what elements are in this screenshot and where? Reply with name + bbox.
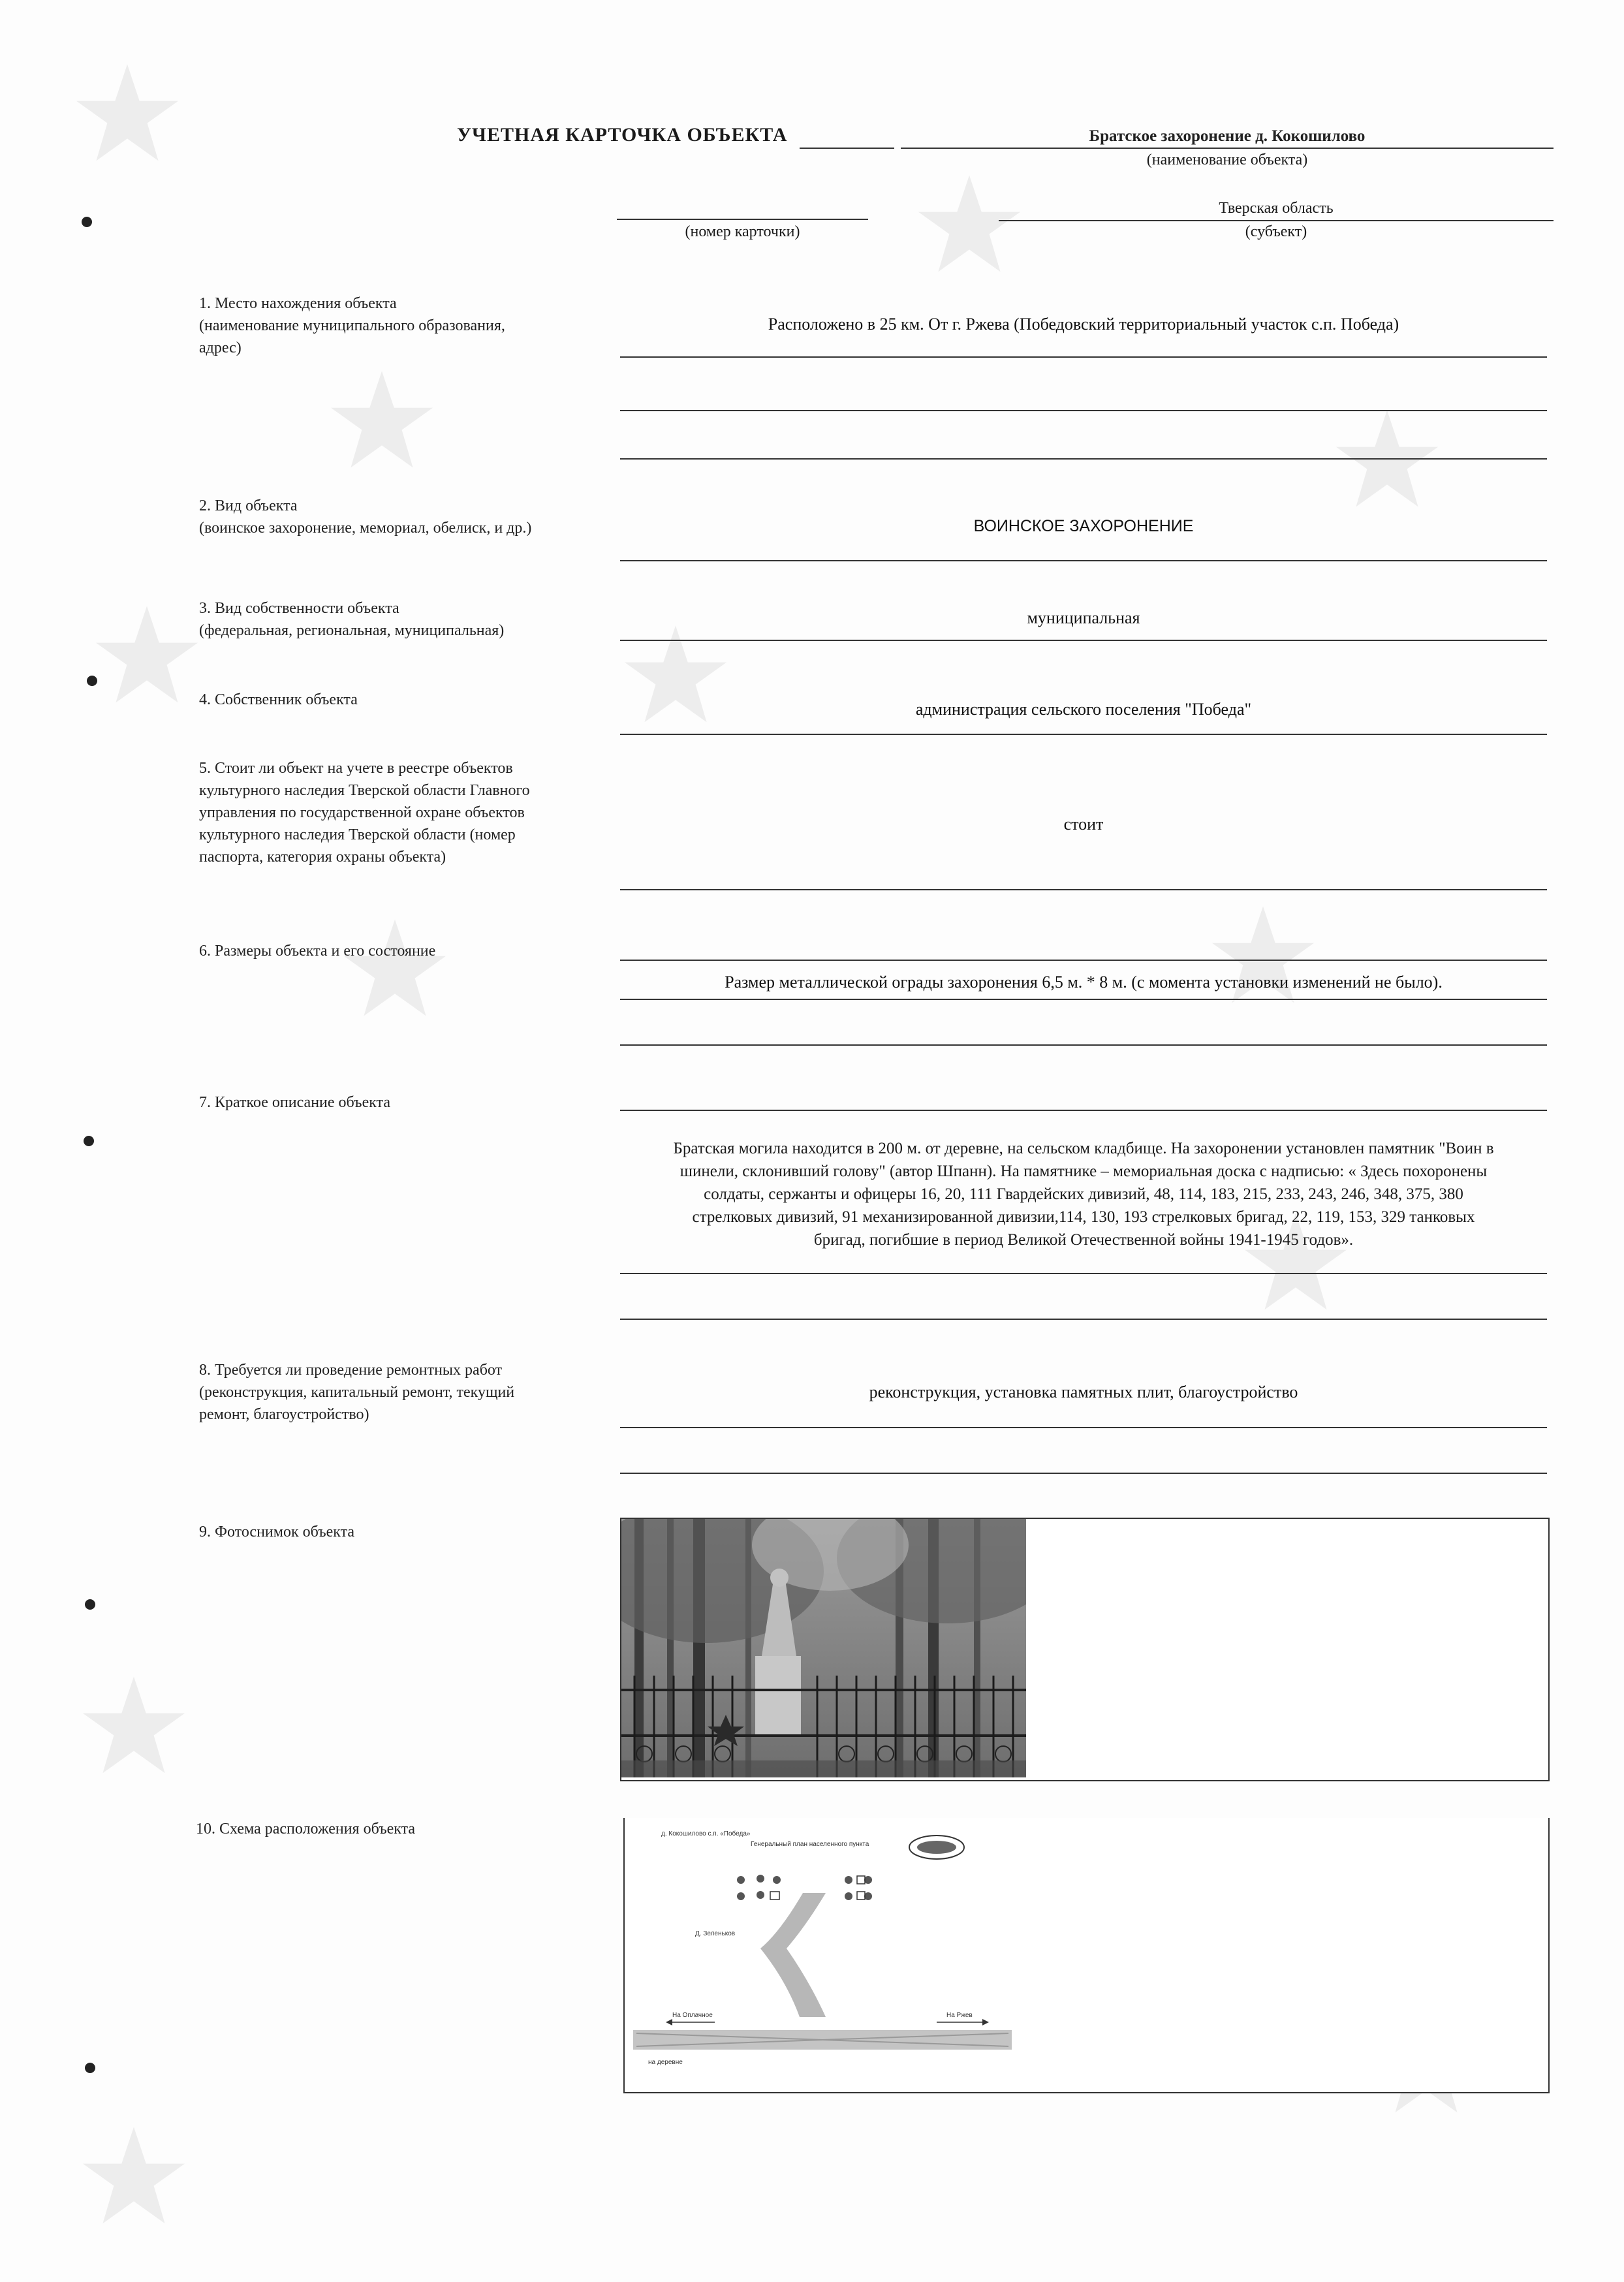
field-5-value: стоит bbox=[1063, 815, 1104, 834]
field-2-value: ВОИНСКОЕ ЗАХОРОНЕНИЕ bbox=[973, 517, 1194, 535]
memorial-photo bbox=[621, 1519, 1026, 1777]
field-3-line bbox=[620, 640, 1547, 641]
subject-line bbox=[999, 220, 1554, 221]
field-8-value: реконструкция, установка памятных плит, благоустройство bbox=[869, 1383, 1298, 1401]
field-7-label: 7. Краткое описание объекта bbox=[199, 1094, 390, 1111]
field-7-description bbox=[620, 1137, 1547, 1251]
watermark-star-icon bbox=[326, 366, 437, 477]
field-6-label: 6. Размеры объекта и его состояние bbox=[199, 943, 436, 960]
scan-mark bbox=[85, 1599, 95, 1610]
field-8-line bbox=[620, 1473, 1547, 1474]
field-1-line bbox=[620, 410, 1547, 411]
field-6-line bbox=[620, 960, 1547, 961]
field-7-line bbox=[620, 1273, 1547, 1274]
field-6-line bbox=[620, 1044, 1547, 1046]
description-line: стрелковых дивизий, 91 механизированной дивизии,114, 130, 193 стрелковых бригад, 22, 119, 153, 329 танковых bbox=[692, 1208, 1475, 1226]
card-title: УЧЕТНАЯ КАРТОЧКА ОБЪЕКТА bbox=[457, 124, 788, 146]
scheme-bottom-note: на деревне bbox=[648, 2059, 683, 2066]
field-5-line bbox=[620, 889, 1547, 890]
field-4-value: администрация сельского поселения "Победа" bbox=[915, 700, 1252, 719]
description-line: бригад, погибшие в период Великой Отечественной войны 1941-1945 годов». bbox=[813, 1231, 1354, 1249]
watermark-star-icon bbox=[91, 601, 202, 711]
field-4-label: 4. Собственник объекта bbox=[199, 691, 358, 708]
object-name: Братское захоронение д. Кокошилово bbox=[1089, 127, 1366, 145]
subject-value: Тверская область bbox=[1219, 200, 1334, 217]
description-line: шинели, склонивший голову" (автор Шпанн). На памятнике – мемориальная доска с надписью: « Здесь похоронены bbox=[679, 1163, 1488, 1180]
scheme-subtitle: Генеральный план населенного пункта bbox=[751, 1841, 869, 1848]
card-number-line bbox=[617, 219, 868, 220]
scan-mark bbox=[84, 1136, 94, 1146]
description-line: Братская могила находится в 200 м. от деревне, на сельском кладбище. На захоронении установлен памятник "Воин в bbox=[673, 1140, 1494, 1157]
field-6-value: Размер металлической ограды захоронения 6,5 м. * 8 м. (с момента установки изменений не было). bbox=[725, 973, 1443, 992]
field-10-label: 10. Схема расположения объекта bbox=[196, 1821, 416, 1837]
scan-mark bbox=[82, 217, 92, 227]
field-4-line bbox=[620, 734, 1547, 735]
watermark-star-icon bbox=[78, 2121, 189, 2232]
object-name-caption: (наименование объекта) bbox=[1146, 151, 1308, 168]
field-8-line bbox=[620, 1427, 1547, 1428]
field-2-label: 2. Вид объекта (воинское захоронение, мемориал, обелиск, и др.) bbox=[199, 497, 532, 537]
scheme-right-road: На Ржев bbox=[946, 2012, 973, 2019]
watermark-star-icon bbox=[72, 59, 183, 170]
scan-mark bbox=[87, 676, 97, 686]
field-1-line bbox=[620, 356, 1547, 358]
location-scheme bbox=[630, 1821, 1022, 2069]
description-line: солдаты, сержанты и офицеры 16, 20, 111 Гвардейских дивизий, 48, 114, 183, 215, 233, 243, 246, 348, 375, 380 bbox=[704, 1185, 1463, 1203]
field-5-label: 5. Стоит ли объект на учете в реестре объектов культурного наследия Тверской области Главного управления по государственной охране объектов культурного наследия Тверской области (номер паспорта, категория охраны объекта) bbox=[199, 760, 530, 866]
object-name-line bbox=[901, 148, 1554, 149]
scheme-left-road: На Оплачное bbox=[672, 2012, 713, 2019]
field-7-line bbox=[620, 1110, 1547, 1111]
watermark-star-icon bbox=[339, 914, 450, 1025]
watermark-star-icon bbox=[1332, 405, 1443, 516]
title-underline bbox=[800, 148, 894, 149]
field-1-line bbox=[620, 458, 1547, 460]
field-6-line bbox=[620, 999, 1547, 1000]
field-1-label: 1. Место нахождения объекта (наименование муниципального образования, адрес) bbox=[199, 295, 505, 356]
scheme-village: Д. Зеленьков bbox=[695, 1930, 736, 1937]
watermark-star-icon bbox=[1208, 901, 1319, 1012]
field-8-label: 8. Требуется ли проведение ремонтных работ (реконструкция, капитальный ремонт, текущий ремонт, благоустройство) bbox=[199, 1362, 515, 1423]
field-2-line bbox=[620, 560, 1547, 561]
field-1-value: Расположено в 25 км. От г. Ржева (Победовский территориальный участок с.п. Победа) bbox=[768, 315, 1399, 334]
scan-mark bbox=[85, 2063, 95, 2073]
scheme-title: д. Кокошилово с.п. «Победа» bbox=[661, 1830, 751, 1837]
field-9-label: 9. Фотоснимок объекта bbox=[199, 1524, 355, 1540]
field-3-value: муниципальная bbox=[1027, 608, 1140, 627]
field-7-line bbox=[620, 1319, 1547, 1320]
card-number-caption: (номер карточки) bbox=[685, 223, 800, 240]
field-3-label: 3. Вид собственности объекта (федеральная, региональная, муниципальная) bbox=[199, 600, 505, 639]
subject-caption: (субъект) bbox=[1245, 223, 1307, 240]
watermark-star-icon bbox=[78, 1671, 189, 1782]
